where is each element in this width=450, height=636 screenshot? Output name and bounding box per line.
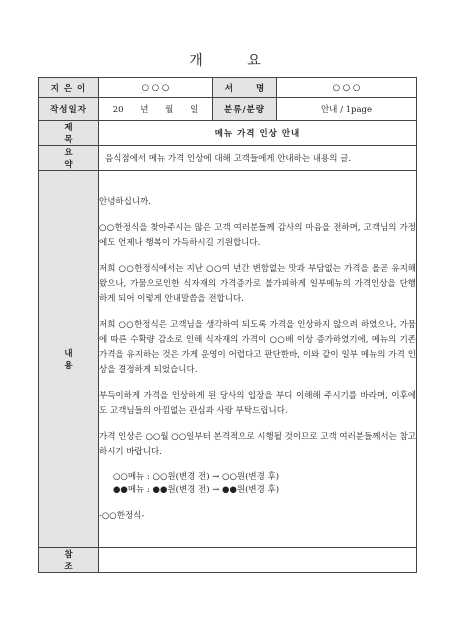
date-label: 작성일자: [39, 98, 99, 121]
price-line: ○○메뉴 : ○○원(변경 전) → ○○원(변경 후): [113, 471, 280, 482]
signature: -○○한정식-: [99, 510, 145, 521]
subject-value: 메뉴 가격 인상 안내: [99, 121, 417, 146]
summary-form-table: [38, 77, 417, 573]
summary-value: 음식점에서 메뉴 가격 인상에 대해 고객들에게 안내하는 내용의 글.: [99, 146, 417, 171]
sign-value: ○ ○ ○: [277, 78, 417, 98]
content-body: [99, 171, 417, 548]
summary-label: 요 약: [39, 146, 99, 171]
price-change-list: [113, 471, 416, 497]
content-row: [39, 171, 417, 548]
author-value: ○ ○ ○: [99, 78, 213, 98]
price-line: ●●메뉴 : ●●원(변경 전) → ●●원(변경 후): [113, 484, 280, 495]
category-value: 안내 / 1page: [277, 98, 417, 121]
greeting-paragraph: 안녕하십니까.: [99, 196, 151, 207]
summary-row: [39, 146, 417, 171]
reference-row: [39, 548, 417, 573]
sign-label: 서 명: [213, 78, 277, 98]
date-value: 20 년 월 일: [99, 98, 213, 121]
reference-value: [99, 548, 417, 573]
content-label: 내 용: [39, 171, 99, 548]
content-paragraph: 가격 인상은 ○○월 ○○일부터 본격적으로 시행될 것이므로 고객 여러분들께서는 참고하시기 바랍니다.: [99, 431, 416, 457]
content-paragraph: ○○한정식을 찾아주시는 많은 고객 여러분들께 감사의 마음을 전하며, 고객님의 가정에도 언제나 행복이 가득하시길 기원합니다.: [99, 222, 416, 248]
content-paragraph: 저희 ○○한정식은 고객님을 생각하여 되도록 가격을 인상하지 않으려 하였으나, 가뭄에 따른 수확량 감소로 인해 식자재의 가격이 ○○배 이상 증가하였기에, 메뉴의 기존 가격을 유지하는 것은 가게 운영이 어렵다고 판단한바, 이와 같이 일부 메뉴의 가격 인상을 결정하게 되었습니다.: [99, 319, 416, 375]
reference-label: 참 조: [39, 548, 99, 573]
subject-row: [39, 121, 417, 146]
date-row: [39, 98, 417, 121]
author-label: 지 은 이: [39, 78, 99, 98]
subject-label: 제 목: [39, 121, 99, 146]
author-row: [39, 78, 417, 98]
category-label: 분류/분량: [213, 98, 277, 121]
page-title: 개 요: [189, 53, 281, 69]
content-paragraph: 저희 ○○한정식에서는 지난 ○○여 년간 변함없는 맛과 부담없는 가격을 올곧 유지해 왔으나, 가뭄으로인한 식자재의 가격증가로 불가피하게 일부메뉴의 가격인상을 단행하게 되어 이렇게 안내말씀을 전합니다.: [99, 263, 416, 304]
content-paragraph: 부득이하게 가격을 인상하게 된 당사의 입장을 부디 이해해 주시기를 바라며, 이후에도 고객님들의 아낌없는 관심과 사랑 부탁드립니다.: [99, 390, 416, 416]
